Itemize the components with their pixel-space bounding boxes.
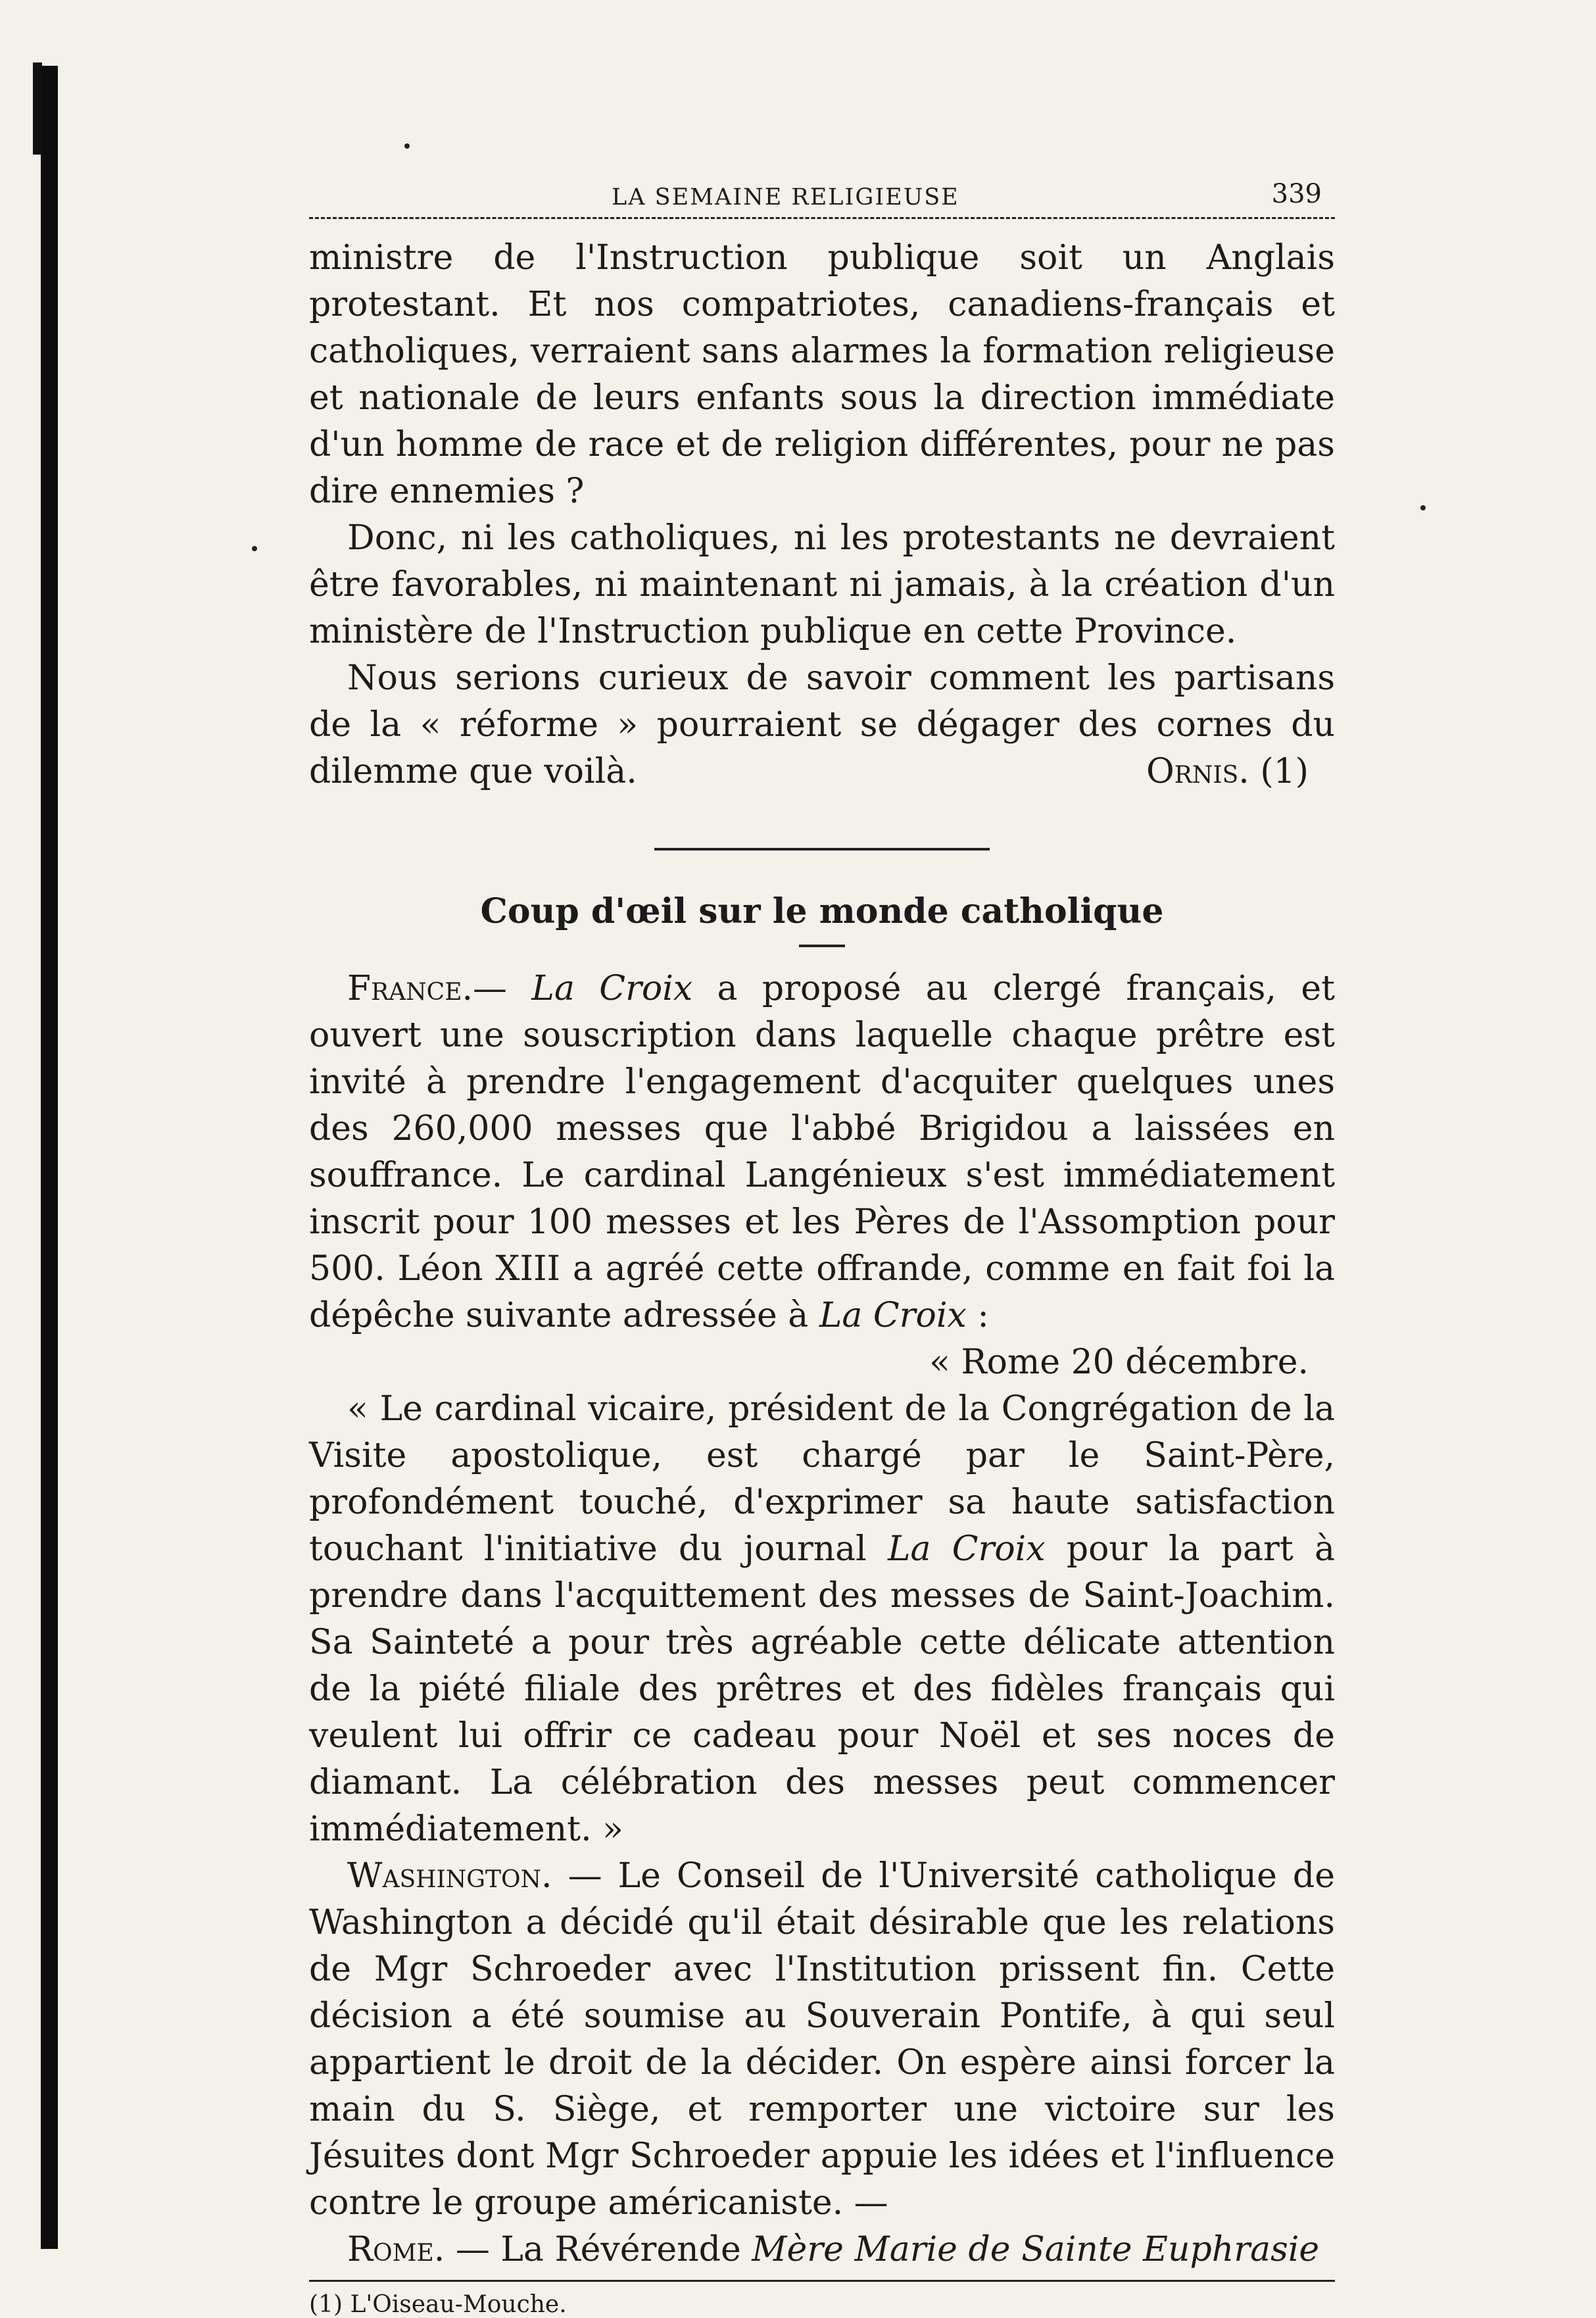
book-binding-edge [41, 66, 58, 2249]
running-title: LA SEMAINE RELIGIEUSE [612, 184, 959, 210]
france-paragraph [309, 966, 1335, 1339]
text-run: — La Révérende [445, 2230, 752, 2269]
quote-paragraph [309, 1386, 1335, 1853]
ink-speck [252, 546, 257, 551]
footnote-rule [309, 2280, 1335, 2282]
news-article [309, 966, 1335, 2273]
binding-shadow [33, 62, 42, 155]
washington-paragraph [309, 1853, 1335, 2227]
paragraph: Donc, ni les catholiques, ni les protestants ne devraient être favorables, ni maintenant ni jamais, à la création d'un ministère de l'Instruction publique en cette Province. [309, 518, 1335, 651]
rome-paragraph [309, 2227, 1335, 2273]
title-rule [799, 945, 845, 947]
text-run: : [966, 1296, 989, 1335]
newspaper-title: La Croix [531, 969, 693, 1008]
page-number: 339 [1271, 179, 1322, 209]
text-run: « Le cardinal vicaire, président de la Congrégation de la Visite apostolique, est chargé par le Saint-Père, profondément touché, d'exprimer sa haute satisfaction touchant l'initiative du journal [309, 1389, 1335, 1569]
place-label: Washington. [347, 1856, 552, 1896]
ink-speck [1420, 505, 1426, 510]
place-label: France. [347, 969, 473, 1008]
place-label: Rome. [347, 2230, 445, 2269]
dateline: « Rome 20 décembre. [929, 1343, 1309, 1382]
newspaper-title: La Croix [819, 1296, 967, 1335]
text-run: — Le Conseil de l'Université catholique de Washington a décidé qu'il était désirable que les relations de Mgr Schroeder avec l'Institution prissent fin. Cette décision a été soumise au Souverain Pontife, à qui seul appartient le droit de la décider. On espère ainsi forcer la main du S. Siège, et remporter une victoire sur les Jésuites dont Mgr Schroeder appuie les idées et l'influence contre le groupe américaniste. — [309, 1856, 1335, 2223]
page-content [309, 145, 1335, 2318]
article-continuation [309, 235, 1335, 795]
paragraph: ministre de l'Instruction publique soit un Anglais protestant. Et nos compatriotes, canadiens-français et catholiques, verraient sans alarmes la formation religieuse et nationale de leurs enfants sous la direction immédiate d'un homme de race et de religion différentes, pour ne pas dire ennemies ? [309, 238, 1335, 511]
newspaper-title: La Croix [888, 1529, 1046, 1569]
person-name: Mère Marie de Sainte Euphrasie [752, 2230, 1320, 2269]
section-divider [654, 848, 990, 851]
paragraph: Nous serions curieux de savoir comment les partisans de la « réforme » pourraient se dégager des cornes du dilemme que voilà. [309, 658, 1335, 791]
section-title: Coup d'œil sur le monde catholique [480, 891, 1164, 931]
author-signature: Ornis. (1) [1146, 752, 1309, 791]
text-run: — [473, 969, 532, 1008]
text-run: pour la part à prendre dans l'acquittement des messes de Saint-Joachim. Sa Sainteté a pour très agréable cette délicate attention de la piété filiale des prêtres et des fidèles français qui veulent lui offrir ce cadeau pour Noël et ses noces de diamant. La célébration des messes peut commencer immédiatement. » [309, 1529, 1335, 1849]
text-run: a proposé au clergé français, et ouvert une souscription dans laquelle chaque prêtre est invité à prendre l'engagement d'acquiter quelques unes des 260,000 messes que l'abbé Brigidou a laissées en souffrance. Le cardinal Langénieux s'est immédiatement inscrit pour 100 messes et les Pères de l'Assomption pour 500. Léon XIII a agréé cette offrande, comme en fait foi la dépêche suivante adressée à [309, 969, 1335, 1335]
page-header [309, 145, 1335, 219]
footnote: (1) L'Oiseau-Mouche. [309, 2291, 567, 2318]
